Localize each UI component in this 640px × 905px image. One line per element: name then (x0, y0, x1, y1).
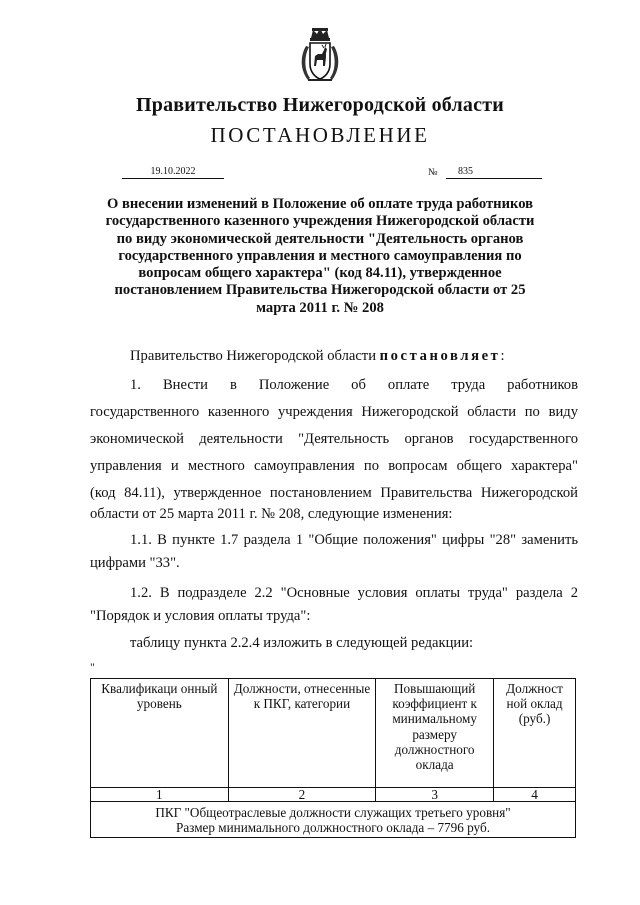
column-index: 2 (228, 788, 376, 802)
paragraph-1-line: государственного казенного учреждения Нижегородской области по виду (90, 404, 578, 420)
document-number: 835 (446, 166, 542, 179)
document-title: О внесении изменений в Положение об оплате труда работников государственного казенного учреждения Нижегородской области по виду экономической деятельности "Деятельность органов государственного управления и местного самоуправления по вопросам общего характера" (код 84.11), утвержденное постановлением Правительства Нижегородской области от 25 марта 2011 г. № 208 (105, 196, 535, 316)
coat-of-arms-emblem (298, 26, 342, 84)
column-index: 1 (91, 788, 229, 802)
intro-prefix: Правительство Нижегородской области (130, 348, 380, 364)
paragraph-1-line: 1. Внести в Положение об оплате труда работников (130, 377, 578, 393)
intro-line (130, 348, 505, 365)
table-header-row (91, 679, 576, 788)
header-positions: Должности, отнесенные к ПКГ, категории (228, 679, 376, 788)
table-index-row (91, 788, 576, 802)
paragraph-1-2-line: 1.2. В подразделе 2.2 "Основные условия оплаты труда" раздела 2 (130, 585, 578, 601)
intro-suffix: : (500, 348, 505, 364)
paragraph-1-2-line: "Порядок и условия оплаты труда": (90, 608, 311, 624)
group-cell (91, 802, 576, 838)
paragraph-table-intro: таблицу пункта 2.2.4 изложить в следующей редакции: (130, 635, 474, 651)
header-qualification-level: Квалификаци онный уровень (91, 679, 229, 788)
document-date: 19.10.2022 (122, 166, 224, 179)
intro-decree-word: постановляет (379, 348, 501, 364)
paragraph-1-1-line: цифрами "33". (90, 555, 180, 571)
paragraph-1-line: области от 25 марта 2011 г. № 208, следующие изменения: (90, 506, 453, 522)
header-salary: Должност ной оклад (руб.) (494, 679, 576, 788)
table-group-row (91, 802, 576, 838)
number-label: № (428, 167, 438, 178)
column-index: 4 (494, 788, 576, 802)
salary-table (90, 678, 576, 838)
paragraph-1-1-line: 1.1. В пункте 1.7 раздела 1 "Общие положения" цифры "28" заменить (130, 532, 578, 548)
paragraph-1-line: управления и местного самоуправления по вопросам общего характера" (90, 458, 578, 474)
group-title: ПКГ "Общеотраслевые должности служащих третьего уровня" (155, 805, 511, 820)
opening-quote: " (90, 660, 95, 674)
group-minimum-salary: Размер минимального должностного оклада – 7796 руб. (175, 820, 490, 836)
organization-name: Правительство Нижегородской области (136, 94, 504, 116)
header-coefficient: Повышающий коэффициент к минимальному размеру должностного оклада (376, 679, 494, 788)
document-type: ПОСТАНОВЛЕНИЕ (210, 123, 430, 147)
column-index: 3 (376, 788, 494, 802)
paragraph-1-line: экономической деятельности "Деятельность органов государственного (90, 431, 578, 447)
paragraph-1-line: (код 84.11), утвержденное постановлением Правительства Нижегородской (90, 485, 578, 501)
